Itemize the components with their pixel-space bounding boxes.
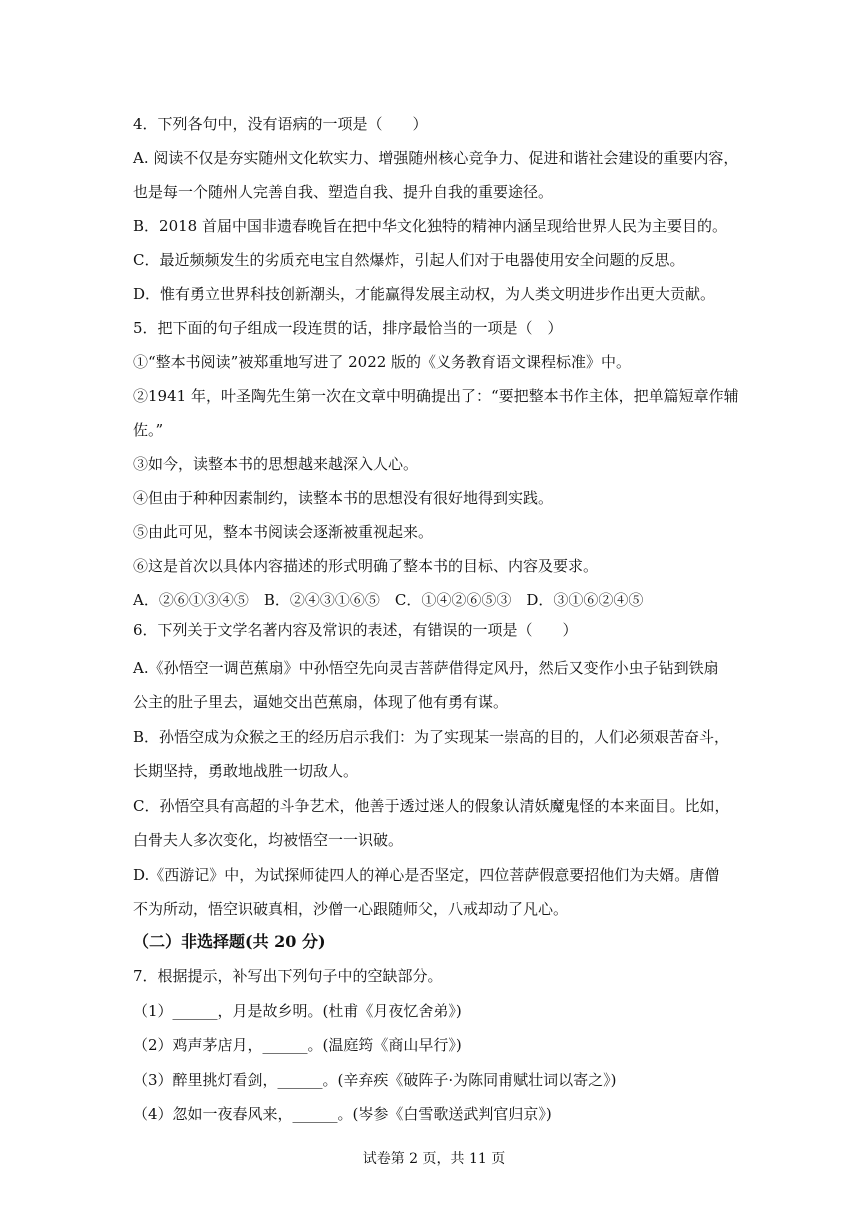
q5-sentence-4: ④但由于种种因素制约，读整本书的思想没有很好地得到实践。 — [133, 489, 554, 507]
q7-item-2: （2）鸡声茅店月，______。(温庭筠《商山早行》) — [133, 1036, 462, 1054]
q7-item-3: （3）醉里挑灯看剑，______。(辛弃疾《破阵子·为陈同甫赋壮词以寄之》) — [133, 1071, 617, 1089]
q4-option-d: D．惟有勇立世界科技创新潮头，才能赢得发展主动权，为人类文明进步作出更大贡献。 — [133, 285, 716, 303]
q4-stem: 4．下列各句中，没有语病的一项是（ ） — [133, 115, 428, 133]
q6-option-c-line2: 白骨夫人多次变化，均被悟空一一识破。 — [133, 831, 404, 849]
q5-options: A．②⑥①③④⑤ B．②④③①⑥⑤ C．①④②⑥⑤③ D．③①⑥②④⑤ — [133, 591, 644, 609]
q6-stem: 6．下列关于文学名著内容及常识的表述，有错误的一项是（ ） — [133, 621, 578, 639]
q5-sentence-3: ③如今，读整本书的思想越来越深入人心。 — [133, 455, 419, 473]
q5-sentence-2-line1: ②1941 年，叶圣陶先生第一次在文章中明确提出了：“要把整本书作主体，把单篇短章作辅 — [133, 387, 739, 405]
q4-option-c: C．最近频频发生的劣质充电宝自然爆炸，引起人们对于电器使用安全问题的反思。 — [133, 251, 685, 269]
q6-option-a-line2: 公主的肚子里去，逼她交出芭蕉扇，体现了他有勇有谋。 — [133, 693, 509, 711]
q5-sentence-1: ①“整本书阅读”被郑重地写进了 2022 版的《义务教育语文课程标准》中。 — [133, 353, 632, 371]
q6-option-d-line1: D.《西游记》中，为试探师徒四人的禅心是否坚定，四位菩萨假意要招他们为夫婿。唐僧 — [133, 866, 720, 884]
q7-item-1: （1）______，月是故乡明。(杜甫《月夜忆舍弟》) — [133, 1002, 462, 1020]
q4-option-a-line2: 也是每一个随州人完善自我、塑造自我、提升自我的重要途径。 — [133, 183, 554, 201]
page-footer: 试卷第 2 页，共 11 页 — [362, 1151, 506, 1167]
q6-option-b-line2: 长期坚持，勇敢地战胜一切敌人。 — [133, 762, 359, 780]
section-heading: （二）非选择题(共 20 分) — [133, 932, 326, 951]
q7-stem: 7．根据提示，补写出下列句子中的空缺部分。 — [133, 967, 443, 985]
q4-option-b: B．2018 首届中国非遗春晚旨在把中华文化独特的精神内涵呈现给世界人民为主要目的。 — [133, 217, 727, 235]
q7-item-4: （4）忽如一夜春风来，______。(岑参《白雪歌送武判官归京》) — [133, 1105, 552, 1123]
q4-option-a-line1: A. 阅读不仅是夯实随州文化软实力、增强随州核心竞争力、促进和谐社会建设的重要内容， — [133, 149, 739, 167]
q5-stem: 5．把下面的句子组成一段连贯的话，排序最恰当的一项是（ ） — [133, 319, 563, 337]
q5-sentence-2-line2: 佐。” — [133, 421, 164, 439]
q6-option-d-line2: 不为所动，悟空识破真相，沙僧一心跟随师父，八戒却动了凡心。 — [133, 900, 569, 918]
q6-option-b-line1: B．孙悟空成为众猴之王的经历启示我们：为了实现某一崇高的目的，人们必须艰苦奋斗， — [133, 728, 730, 746]
q5-sentence-6: ⑥这是首次以具体内容描述的形式明确了整本书的目标、内容及要求。 — [133, 557, 599, 575]
q6-option-c-line1: C．孙悟空具有高超的斗争艺术，他善于透过迷人的假象认清妖魔鬼怪的本来面目。比如， — [133, 797, 730, 815]
q6-option-a-line1: A.《孙悟空一调芭蕉扇》中孙悟空先向灵吉菩萨借得定风丹，然后又变作小虫子钻到铁扇 — [133, 659, 719, 677]
q5-sentence-5: ⑤由此可见，整本书阅读会逐渐被重视起来。 — [133, 523, 434, 541]
